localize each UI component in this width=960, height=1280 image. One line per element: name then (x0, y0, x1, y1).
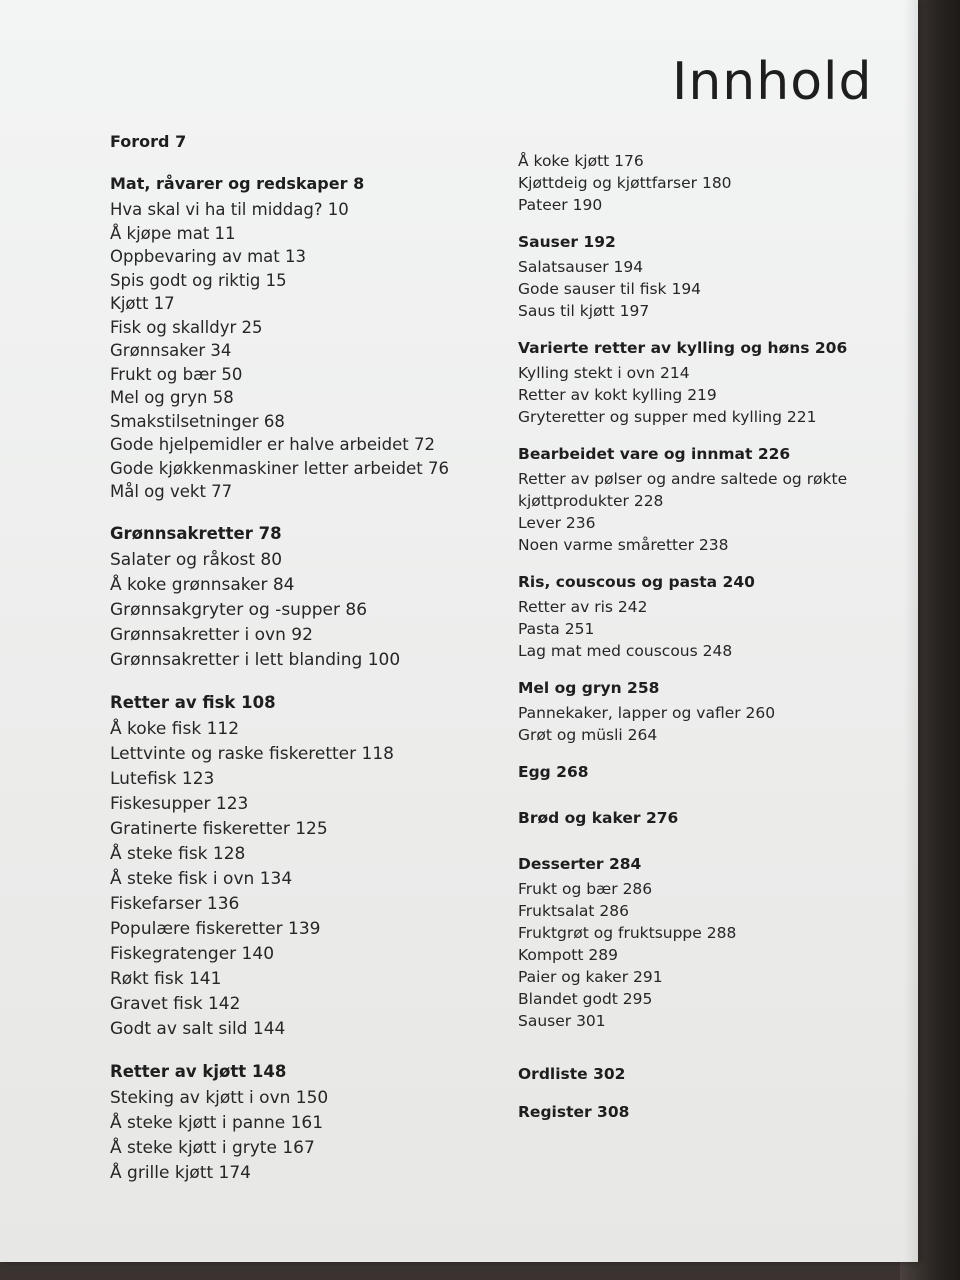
toc-chapter-heading: Mel og gryn 258 (518, 679, 660, 697)
toc-entry: Kompott 289 (518, 946, 618, 964)
toc-section (110, 172, 470, 504)
toc-entry: Retter av pølser og andre saltede og røkte kjøttprodukter 228 (518, 470, 848, 510)
toc-entry: Å kjøpe mat 11 (110, 223, 236, 243)
toc-entry: Sauser 301 (518, 1012, 606, 1030)
toc-section (518, 852, 878, 1032)
toc-entry: Kjøttdeig og kjøttfarser 180 (518, 174, 732, 192)
toc-section (518, 1062, 878, 1086)
toc-section (518, 150, 878, 216)
toc-section (518, 1100, 878, 1124)
toc-entry: Lag mat med couscous 248 (518, 642, 733, 660)
toc-section (518, 442, 878, 556)
toc-entry: Grønnsaker 34 (110, 341, 232, 360)
toc-entry: Fruktsalat 286 (518, 902, 630, 920)
toc-entry: Grønnsakretter i lett blanding 100 (110, 649, 401, 670)
toc-section (110, 522, 470, 673)
toc-chapter-heading: Register 308 (518, 1103, 630, 1121)
toc-entry: Mel og gryn 58 (110, 388, 234, 407)
toc-section (110, 1060, 470, 1186)
toc-entry: Å steke fisk i ovn 134 (110, 868, 293, 889)
toc-entry: Gratinerte fiskeretter 125 (110, 818, 328, 839)
toc-left-column (110, 130, 470, 1186)
toc-section (518, 806, 878, 830)
toc-entry: Å steke kjøtt i gryte 167 (110, 1137, 315, 1158)
toc-entry: Å koke kjøtt 176 (518, 152, 644, 170)
toc-entry: Grøt og müsli 264 (518, 726, 658, 744)
toc-chapter-heading: Ris, couscous og pasta 240 (518, 573, 755, 591)
toc-chapter-heading: Retter av fisk 108 (110, 692, 276, 712)
toc-entry: Blandet godt 295 (518, 990, 653, 1008)
toc-section (110, 130, 470, 154)
toc-entry: Grønnsakretter i ovn 92 (110, 624, 313, 645)
toc-entry: Mål og vekt 77 (110, 482, 233, 501)
toc-entry: Gode sauser til fisk 194 (518, 280, 702, 298)
toc-entry: Populære fiskeretter 139 (110, 918, 321, 939)
toc-entry: Pannekaker, lapper og vafler 260 (518, 704, 776, 722)
toc-entry: Paier og kaker 291 (518, 968, 663, 986)
toc-entry: Å steke kjøtt i panne 161 (110, 1112, 324, 1133)
toc-entry: Å koke fisk 112 (110, 718, 240, 739)
toc-section (518, 570, 878, 662)
toc-entry: Gravet fisk 142 (110, 993, 241, 1014)
toc-entry: Fiskesupper 123 (110, 793, 249, 814)
toc-chapter-heading: Sauser 192 (518, 233, 616, 251)
toc-entry: Frukt og bær 50 (110, 364, 243, 384)
toc-entry: Retter av kokt kylling 219 (518, 386, 717, 404)
toc-entry: Saus til kjøtt 197 (518, 302, 650, 320)
toc-entry: Gode kjøkkenmaskiner letter arbeidet 76 (110, 458, 449, 478)
toc-entry: Gode hjelpemidler er halve arbeidet 72 (110, 435, 435, 454)
toc-entry: Godt av salt sild 144 (110, 1018, 286, 1039)
toc-entry: Salater og råkost 80 (110, 549, 283, 570)
toc-section (518, 676, 878, 746)
toc-entry: Fruktgrøt og fruktsuppe 288 (518, 924, 737, 942)
toc-chapter-heading: Retter av kjøtt 148 (110, 1061, 287, 1081)
toc-entry: Hva skal vi ha til middag? 10 (110, 200, 349, 219)
toc-section (518, 760, 878, 784)
toc-entry: Lettvinte og raske fiskeretter 118 (110, 743, 394, 764)
toc-chapter-heading: Grønnsakretter 78 (110, 523, 282, 543)
toc-right-column (518, 150, 878, 1126)
toc-entry: Steking av kjøtt i ovn 150 (110, 1087, 329, 1108)
toc-entry: Fiskefarser 136 (110, 893, 240, 914)
toc-entry: Å grille kjøtt 174 (110, 1162, 251, 1183)
toc-entry: Spis godt og riktig 15 (110, 270, 287, 290)
toc-chapter-heading: Desserter 284 (518, 855, 642, 873)
toc-section (110, 691, 470, 1042)
toc-entry: Å steke fisk 128 (110, 843, 246, 864)
toc-chapter-heading: Mat, råvarer og redskaper 8 (110, 174, 365, 193)
toc-entry: Å koke grønnsaker 84 (110, 574, 295, 595)
toc-entry: Frukt og bær 286 (518, 880, 653, 898)
toc-section (518, 336, 878, 428)
toc-entry: Fisk og skalldyr 25 (110, 317, 263, 337)
toc-entry: Kjøtt 17 (110, 294, 175, 313)
toc-entry: Salatsauser 194 (518, 258, 644, 276)
toc-chapter-heading: Brød og kaker 276 (518, 809, 679, 827)
toc-entry: Lutefisk 123 (110, 768, 215, 789)
toc-chapter-heading: Egg 268 (518, 763, 589, 781)
page-title: Innhold (672, 52, 873, 112)
toc-entry: Retter av ris 242 (518, 598, 648, 616)
toc-chapter-heading: Forord 7 (110, 132, 187, 151)
toc-entry: Fiskegratenger 140 (110, 943, 275, 964)
toc-chapter-heading: Ordliste 302 (518, 1065, 626, 1083)
toc-entry: Grønnsakgryter og -supper 86 (110, 599, 368, 620)
toc-entry: Røkt fisk 141 (110, 968, 222, 989)
toc-chapter-heading: Bearbeidet vare og innmat 226 (518, 445, 791, 463)
toc-entry: Gryteretter og supper med kylling 221 (518, 408, 817, 426)
toc-chapter-heading: Varierte retter av kylling og høns 206 (518, 339, 848, 357)
toc-entry: Lever 236 (518, 514, 596, 532)
toc-entry: Kylling stekt i ovn 214 (518, 364, 690, 382)
toc-entry: Pasta 251 (518, 620, 595, 638)
toc-entry: Noen varme småretter 238 (518, 536, 729, 554)
toc-entry: Oppbevaring av mat 13 (110, 247, 306, 266)
toc-entry: Pateer 190 (518, 196, 603, 214)
toc-section (518, 230, 878, 322)
toc-entry: Smakstilsetninger 68 (110, 411, 285, 431)
